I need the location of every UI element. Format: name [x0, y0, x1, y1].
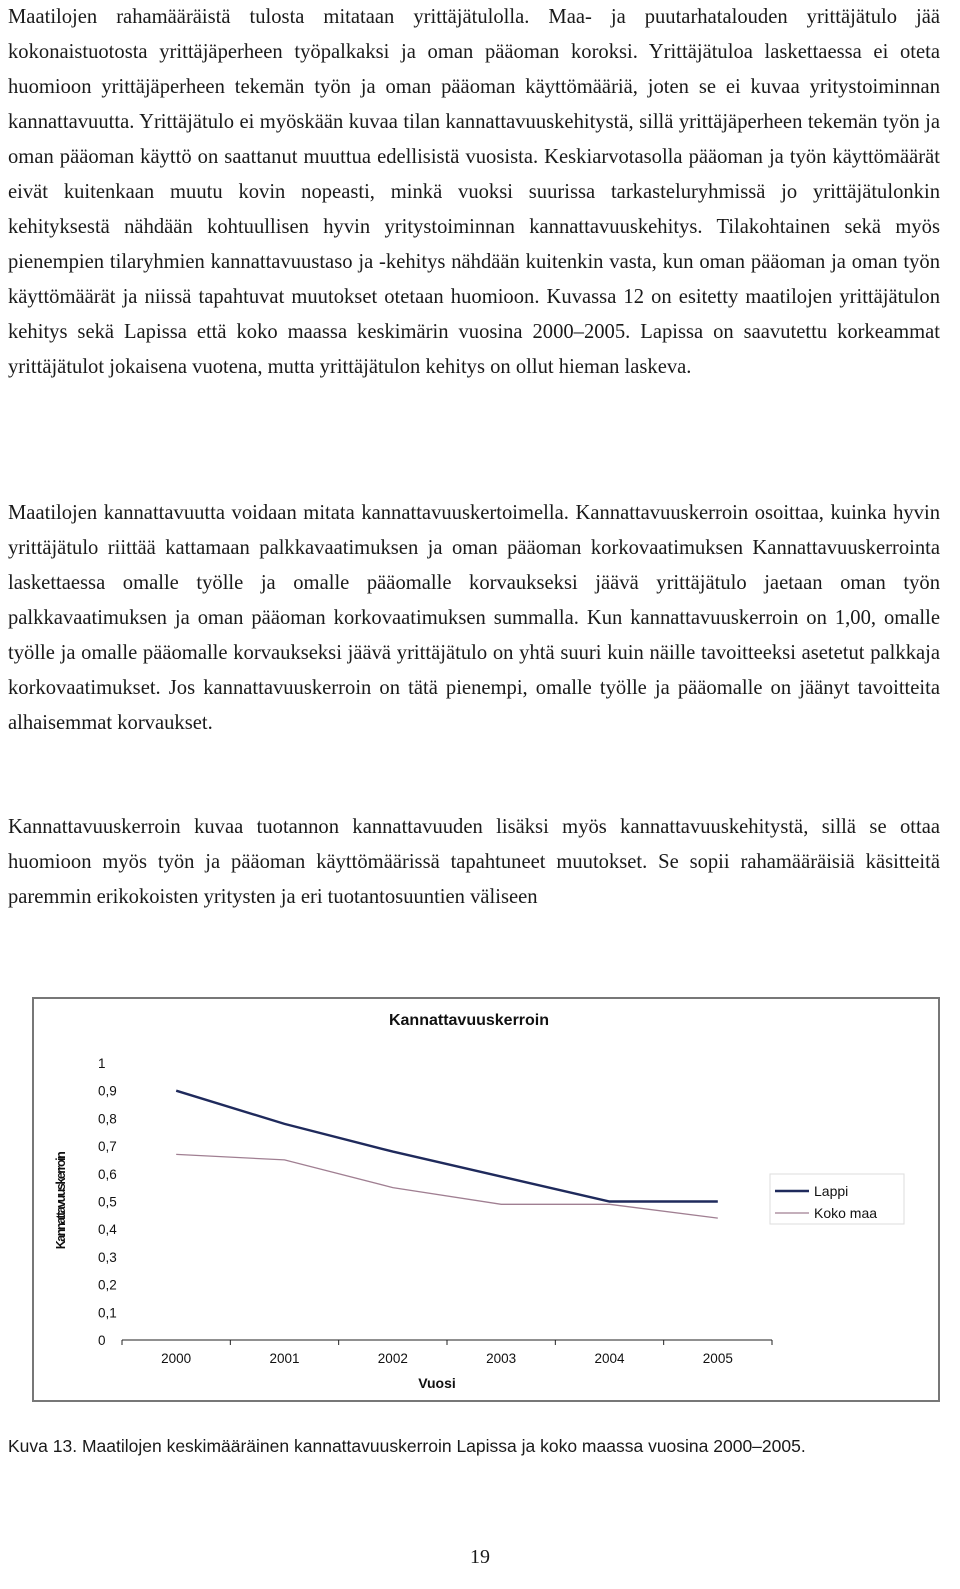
x-tick-label: 2001: [269, 1351, 300, 1366]
chart-frame: [32, 997, 940, 1402]
legend-label: Koko maa: [814, 1205, 878, 1221]
x-axis-label: Vuosi: [418, 1375, 456, 1391]
y-tick-label: 0,1: [98, 1305, 117, 1321]
x-tick-label: 2004: [594, 1351, 625, 1366]
y-tick-label: 0,3: [98, 1249, 117, 1265]
y-tick-label: 0,9: [98, 1083, 117, 1099]
x-tick-label: 2005: [702, 1351, 733, 1366]
line-chart: [34, 999, 938, 1400]
y-tick-label: 0,4: [98, 1222, 117, 1238]
paragraph-3: Kannattavuuskerroin kuvaa tuotannon kannattavuuden lisäksi myös kannattavuuskehitystä, sillä se ottaa huomioon myös työn ja pääoman käyttömäärissä tapahtuneet muutokset. Se sopii rahamääräisiä käsitteitä paremmin erikokoisten yritysten ja eri tuotantosuuntien väliseen: [8, 816, 940, 908]
x-tick-label: 2002: [377, 1351, 408, 1366]
paragraph-1: Maatilojen rahamääräistä tulosta mitataan yrittäjätulolla. Maa- ja puutarhatalouden yrittäjätulo jää kokonaistuotosta yrittäjäperheen työpalkaksi ja oman pääoman koroksi. Yrittäjätuloa laskettaessa ei oteta huomioon yrittäjäperheen tekemän työn ja oman pääoman käyttömääriä, joten se ei kuvaa yritystoiminnan kannattavuutta. Yrittäjätulo ei myöskään kuvaa tilan kannattavuuskehitystä, sillä yrittäjäperheen tekemän työn ja oman pääoman käyttö on saattanut muuttua edellisistä vuosista. Keskiarvotasolla pääoman ja työn käyttömäärät eivät kuitenkaan muutu kovin nopeasti, minkä vuoksi suurissa tarkasteluryhmissä jo yrittäjätulonkin kehityksestä nähdään kohtuullisen hyvin yritystoiminnan kannattavuuskehitys. Tilakohtainen sekä myös pienempien tilaryhmien kannattavuustaso ja -kehitys nähdään kuitenkin vasta, kun oman pääoman ja oman työn käyttömäärät ja niissä tapahtuvat muutokset otetaan huomioon. Kuvassa 12 on esitetty maatilojen yrittäjätulon kehitys sekä Lapissa että koko maassa keskimärin vuosina 2000–2005. Lapissa on saavutettu korkeammat yrittäjätulot jokaisena vuotena, mutta yrittäjätulon kehitys on ollut hieman laskeva.: [8, 6, 940, 378]
page-number: 19: [470, 1546, 490, 1568]
y-axis-label: Kannattavuuskerroin: [54, 1152, 68, 1250]
y-tick-label: 0,6: [98, 1166, 117, 1182]
legend-label: Lappi: [814, 1183, 849, 1199]
x-tick-label: 2000: [161, 1351, 192, 1366]
y-tick-label: 0,5: [98, 1194, 117, 1210]
y-tick-label: 0: [98, 1333, 106, 1348]
y-tick-label: 1: [98, 1056, 106, 1071]
x-tick-label: 2003: [486, 1351, 517, 1366]
chart-title: Kannattavuuskerroin: [388, 1012, 550, 1029]
figure-caption: Kuva 13. Maatilojen keskimääräinen kannattavuuskerroin Lapissa ja koko maassa vuosina 2000–2005.: [8, 1436, 806, 1456]
series-line-lappi: [176, 1091, 718, 1202]
paragraph-2: Maatilojen kannattavuutta voidaan mitata kannattavuuskertoimella. Kannattavuuskerroin osoittaa, kuinka hyvin yrittäjätulo riittää kattamaan palkkavaatimuksen ja oman pääoman korkovaatimuksen Kannattavuuskerrointa laskettaessa omalle työlle ja omalle pääomalle korvaukseksi jäävä yrittäjätulo jaetaan oman työn palkkavaatimuksen ja oman pääoman korkovaatimuksen summalla. Kun kannattavuuskerroin on 1,00, omalle työlle ja omalle pääomalle korvaukseksi jäävä yrittäjätulo on yhtä suuri kuin näille tavoitteeksi asetetut palkkaja korkovaatimukset. Jos kannattavuuskerroin on tätä pienempi, omalle työlle ja pääomalle on jäänyt tavoitteita alhaisemmat korvaukset.: [8, 502, 940, 734]
y-tick-label: 0,7: [98, 1139, 117, 1155]
y-tick-label: 0,8: [98, 1111, 117, 1127]
y-tick-label: 0,2: [98, 1277, 117, 1293]
